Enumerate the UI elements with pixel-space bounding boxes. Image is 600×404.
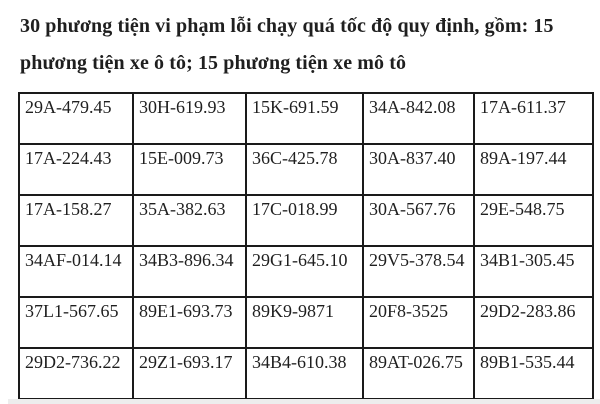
plate-cell: 34B3-896.34	[133, 246, 246, 297]
table-row	[19, 246, 593, 297]
plate-cell: 29D2-736.22	[19, 348, 133, 399]
plate-cell: 17A-158.27	[19, 195, 133, 246]
plate-cell: 30A-567.76	[363, 195, 474, 246]
plate-cell: 29E-548.75	[474, 195, 593, 246]
plate-cell: 15K-691.59	[246, 93, 363, 144]
plate-cell: 29D2-283.86	[474, 297, 593, 348]
table-row	[19, 348, 593, 399]
table-row	[19, 195, 593, 246]
plate-cell: 34B4-610.38	[246, 348, 363, 399]
plate-cell: 29A-479.45	[19, 93, 133, 144]
plate-cell: 17A-611.37	[474, 93, 593, 144]
table-row	[19, 297, 593, 348]
plate-cell: 89K9-9871	[246, 297, 363, 348]
plate-cell: 29Z1-693.17	[133, 348, 246, 399]
page-heading-line-1: 30 phương tiện vi phạm lỗi chạy quá tốc độ quy định, gồm: 15	[20, 15, 554, 37]
plate-cell: 35A-382.63	[133, 195, 246, 246]
plate-cell: 89A-197.44	[474, 144, 593, 195]
plate-cell: 89B1-535.44	[474, 348, 593, 399]
plate-cell: 29G1-645.10	[246, 246, 363, 297]
page-section-divider	[8, 399, 600, 404]
table-row	[19, 93, 593, 144]
plate-cell: 89AT-026.75	[363, 348, 474, 399]
license-plate-table	[18, 92, 594, 400]
plate-cell: 15E-009.73	[133, 144, 246, 195]
plate-cell: 36C-425.78	[246, 144, 363, 195]
table-row	[19, 144, 593, 195]
page-heading-line-2: phương tiện xe ô tô; 15 phương tiện xe mô tô	[20, 52, 407, 74]
plate-cell: 30H-619.93	[133, 93, 246, 144]
plate-cell: 34A-842.08	[363, 93, 474, 144]
plate-cell: 30A-837.40	[363, 144, 474, 195]
plate-cell: 34B1-305.45	[474, 246, 593, 297]
plate-cell: 17A-224.43	[19, 144, 133, 195]
plate-cell: 20F8-3525	[363, 297, 474, 348]
plate-cell: 34AF-014.14	[19, 246, 133, 297]
plate-cell: 89E1-693.73	[133, 297, 246, 348]
plate-cell: 17C-018.99	[246, 195, 363, 246]
plate-cell: 29V5-378.54	[363, 246, 474, 297]
plate-cell: 37L1-567.65	[19, 297, 133, 348]
page-heading	[20, 8, 592, 82]
